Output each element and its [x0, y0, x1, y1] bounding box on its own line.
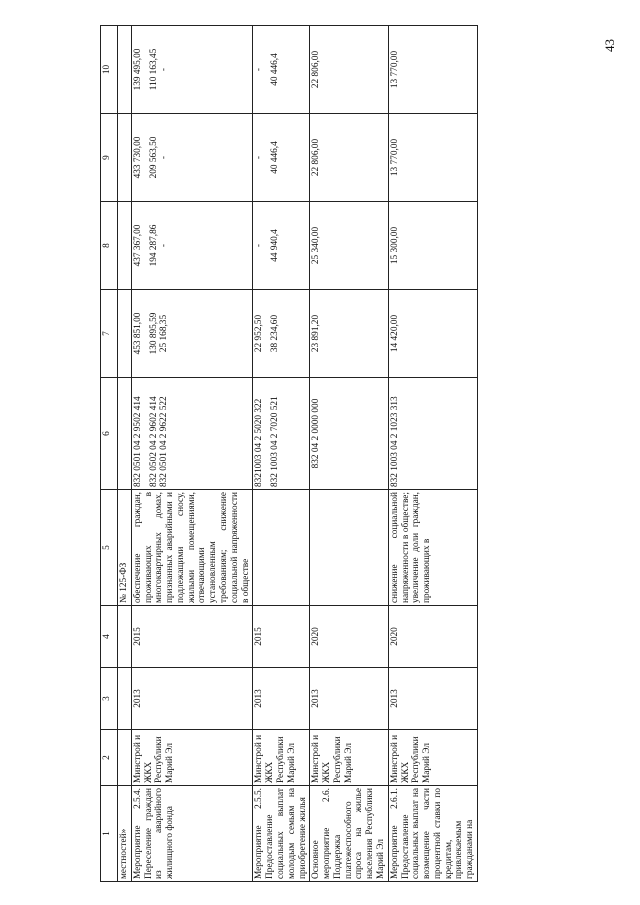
cell-executor: Минстрой и ЖКХ Республики Марий Эл	[388, 730, 477, 786]
amount: -	[159, 155, 170, 160]
amount: -	[254, 67, 265, 72]
table-row	[388, 26, 477, 882]
amount: 139 495,00	[132, 48, 143, 91]
amount: 437 367,00	[132, 224, 143, 267]
cell-measure: Мероприятие 2.5.5. Предоставление социальных выплат молодым семьям на приобретение жилья	[253, 786, 310, 882]
header-row	[101, 26, 118, 882]
amount: 13 770,00	[388, 114, 477, 202]
amount: 22 806,00	[310, 114, 388, 202]
amount: 40 446,4	[270, 53, 281, 86]
amount: -	[254, 243, 265, 248]
amount: 194 287,86	[148, 224, 159, 267]
amount: 22 952,50	[254, 314, 265, 353]
program-table	[100, 25, 478, 882]
budget-code: 832 0501 04 2 9502 414	[132, 396, 143, 487]
cell-measure: Основное мероприятие 2.6. Поддержка платежеспособного спроса на жилье населения Республики Марий Эл	[310, 786, 388, 882]
page-number: 43	[602, 39, 617, 52]
cell-start-year: 2013	[131, 668, 253, 730]
amount: -	[159, 243, 170, 248]
col-header: 2	[101, 730, 118, 786]
cell-result: снижение социальной напряженности в обществе; увеличение доли граждан, проживающих в	[388, 490, 477, 606]
amount: 38 234,60	[270, 314, 281, 353]
budget-code: 832 04 2 0000 000	[310, 378, 388, 490]
col-header: 1	[101, 786, 118, 882]
table-row	[310, 26, 388, 882]
cell-measure: Мероприятие 2.6.1. Предоставление социальных выплат на возмещение части процентной ставки по кредитам, привлекаемым гражданами на	[388, 786, 477, 882]
budget-code: 832 0501 04 2 9622 522	[159, 396, 170, 487]
amount: 130 895,59	[148, 312, 159, 355]
col-header: 8	[101, 202, 118, 290]
cell-start-year: 2013	[253, 668, 310, 730]
cell-end-year: 2015	[253, 606, 310, 668]
col-header: 9	[101, 114, 118, 202]
table-row	[118, 26, 132, 882]
cell-result: обеспечение граждан, проживающих в многоквартирных домах, признанных аварийными и подлежащими сносу, жилыми помещениями, отвечающими установленным требованиям; снижение социальной напряженности в обществе	[131, 490, 253, 606]
col-header: 7	[101, 290, 118, 378]
cell-result: № 125-ФЗ	[118, 490, 132, 606]
budget-code: 832 0502 04 2 9602 414	[148, 396, 159, 487]
table-row	[253, 26, 310, 882]
col-header: 3	[101, 668, 118, 730]
amount: 44 940,4	[270, 229, 281, 262]
cell-executor: Минстрой и ЖКХ Республики Марий Эл	[253, 730, 310, 786]
cell-measure: местностей»	[118, 786, 132, 882]
col-header: 10	[101, 26, 118, 114]
cell-end-year: 2020	[388, 606, 477, 668]
amount: 23 891,20	[310, 290, 388, 378]
amount: 433 730,00	[132, 136, 143, 179]
amount: 22 806,00	[310, 26, 388, 114]
cell-start-year: 2013	[388, 668, 477, 730]
cell-measure: Мероприятие 2.5.4. Переселение граждан из аварийного жилищного фонда	[131, 786, 253, 882]
amount: 209 563,50	[148, 136, 159, 179]
budget-code: 832 1003 04 2 7020 521	[270, 396, 281, 487]
cell-executor: Минстрой и ЖКХ Республики Марий Эл	[131, 730, 253, 786]
col-header: 5	[101, 490, 118, 606]
amount: -	[159, 67, 170, 72]
budget-code: 832 1003 04 2 1023 313	[388, 378, 477, 490]
amount: 40 446,4	[270, 141, 281, 174]
col-header: 6	[101, 378, 118, 490]
col-header: 4	[101, 606, 118, 668]
amount: 14 420,00	[388, 290, 477, 378]
cell-end-year: 2020	[310, 606, 388, 668]
cell-end-year: 2015	[131, 606, 253, 668]
amount: 110 163,45	[148, 48, 159, 91]
amount: 25 168,35	[159, 314, 170, 353]
cell-executor: Минстрой и ЖКХ Республики Марий Эл	[310, 730, 388, 786]
cell-start-year: 2013	[310, 668, 388, 730]
amount: 25 340,00	[310, 202, 388, 290]
amount: -	[254, 155, 265, 160]
table-row	[131, 26, 253, 882]
amount: 15 300,00	[388, 202, 477, 290]
amount: 13 770,00	[388, 26, 477, 114]
amount: 453 851,00	[132, 312, 143, 355]
budget-code: 8321003 04 2 5020 322	[254, 398, 265, 487]
rotated-table-region	[100, 26, 624, 882]
